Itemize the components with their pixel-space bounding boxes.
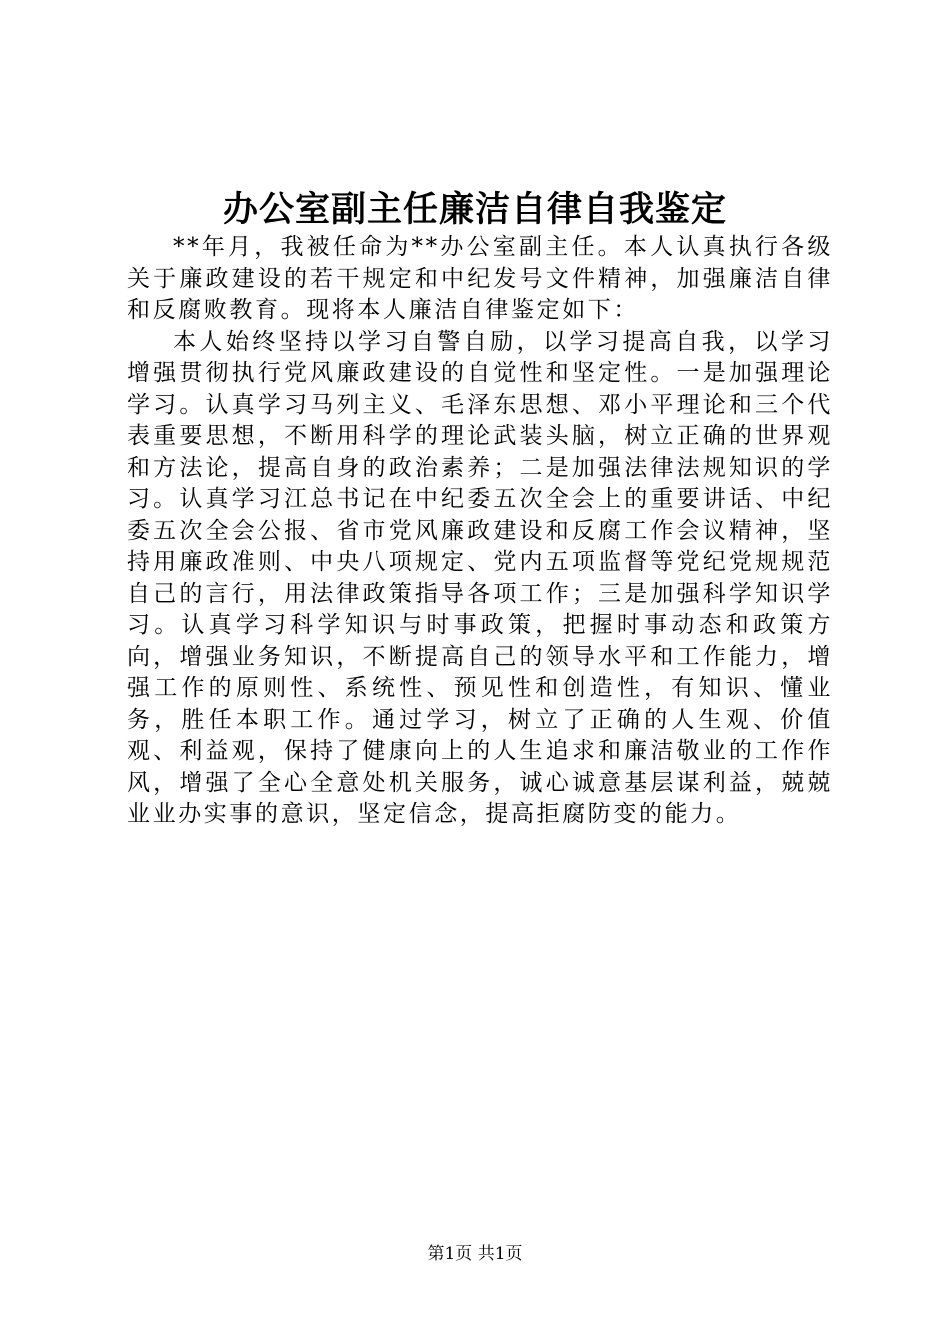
paragraph-main: 本人始终坚持以学习自警自励，以学习提高自我，以学习增强贯彻执行党风廉政建设的自觉性和坚定性。一是加强理论学习。认真学习马列主义、毛泽东思想、邓小平理论和三个代表重要思想，不断用科学的理论武装头脑，树立正确的世界观和方法论，提高自身的政治素养；二是加强法律法规知识的学习。认真学习江总书记在中纪委五次全会上的重要讲话、中纪委五次全会公报、省市党风廉政建设和反腐工作会议精神，坚持用廉政准则、中央八项规定、党内五项监督等党纪党规规范自己的言行，用法律政策指导各项工作；三是加强科学知识学习。认真学习科学知识与时事政策，把握时事动态和政策方向，增强业务知识，不断提高自己的领导水平和工作能力，增强工作的原则性、系统性、预见性和创造性，有知识、懂业务，胜任本职工作。通过学习，树立了正确的人生观、价值观、利益观，保持了健康向上的人生追求和廉洁敬业的工作作风，增强了全心全意处机关服务，诚心诚意基层谋利益，兢兢业业办实事的意识，坚定信念，提高拒腐防变的能力。 <box>127 328 833 827</box>
page-number-footer: 第1页 共1页 <box>427 1244 523 1264</box>
document-title: 办公室副主任廉洁自律自我鉴定 <box>222 189 727 230</box>
paragraph-intro: **年月，我被任命为**办公室副主任。本人认真执行各级关于廉政建设的若干规定和中纪发号文件精神，加强廉洁自律和反腐败教育。现将本人廉洁自律鉴定如下： <box>127 234 833 323</box>
document-body <box>127 232 833 831</box>
